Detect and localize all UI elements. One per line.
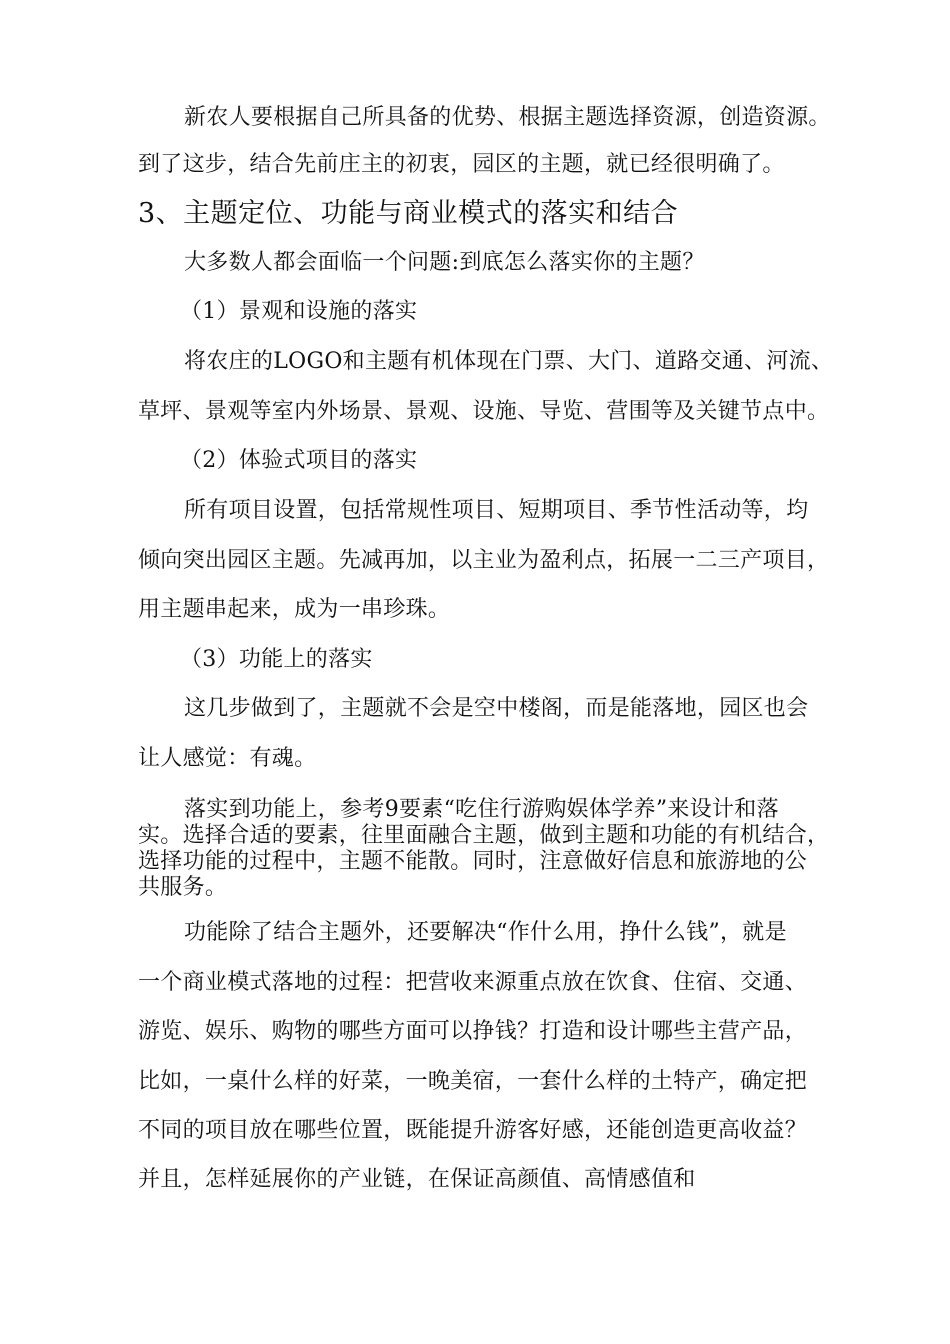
paragraph-line: 比如，一桌什么样的好菜，一晚美宿，一套什么样的土特产，确定把 [138, 1069, 808, 1094]
paragraph-line: 并且，怎样延展你的产业链，在保证高颜值、高情感值和 [138, 1167, 696, 1192]
section-heading: 3、主题定位、功能与商业模式的落实和结合 [138, 198, 679, 229]
paragraph-line: 实。选择合适的要素，往里面融合主题，做到主题和功能的有机结合， [138, 823, 830, 848]
paragraph-line: 共服务。 [138, 875, 228, 900]
subsection-heading: （3）功能上的落实 [180, 647, 373, 672]
paragraph-line: 让人感觉：有魂。 [138, 746, 317, 771]
subsection-heading: （2）体验式项目的落实 [180, 448, 418, 473]
paragraph-line: 不同的项目放在哪些位置，既能提升游客好感，还能创造更高收益？ [138, 1118, 808, 1143]
paragraph-line: 落实到功能上，参考9要素“吃住行游购娱体学养”来设计和落 [184, 797, 779, 822]
paragraph-line: 一个商业模式落地的过程：把营收来源重点放在饮食、住宿、交通、 [138, 970, 808, 995]
paragraph-line: 功能除了结合主题外，还要解决“作什么用，挣什么钱”，就是 [184, 920, 787, 945]
paragraph-line: 所有项目设置，包括常规性项目、短期项目、季节性活动等，均 [184, 498, 809, 523]
paragraph-line: 游览、娱乐、购物的哪些方面可以挣钱？打造和设计哪些主营产品， [138, 1019, 808, 1044]
paragraph-line: 草坪、景观等室内外场景、景观、设施、导览、营围等及关键节点中。 [138, 399, 830, 424]
paragraph-line: 倾向突出园区主题。先减再加，以主业为盈利点，拓展一二三产项目， [138, 548, 830, 573]
paragraph-line: 新农人要根据自己所具备的优势、根据主题选择资源，创造资源。 [184, 105, 831, 130]
paragraph-line: 这几步做到了，主题就不会是空中楼阁，而是能落地，园区也会 [184, 696, 809, 721]
paragraph-line: 用主题串起来，成为一串珍珠。 [138, 597, 451, 622]
paragraph-line: 将农庄的LOGO和主题有机体现在门票、大门、道路交通、河流、 [184, 349, 834, 374]
paragraph-line: 大多数人都会面临一个问题:到底怎么落实你的主题？ [184, 250, 705, 275]
subsection-heading: （1）景观和设施的落实 [180, 299, 418, 324]
paragraph-line: 选择功能的过程中，主题不能散。同时，注意做好信息和旅游地的公 [138, 849, 808, 874]
paragraph-line: 到了这步，结合先前庄主的初衷，园区的主题，就已经很明确了。 [138, 152, 785, 177]
